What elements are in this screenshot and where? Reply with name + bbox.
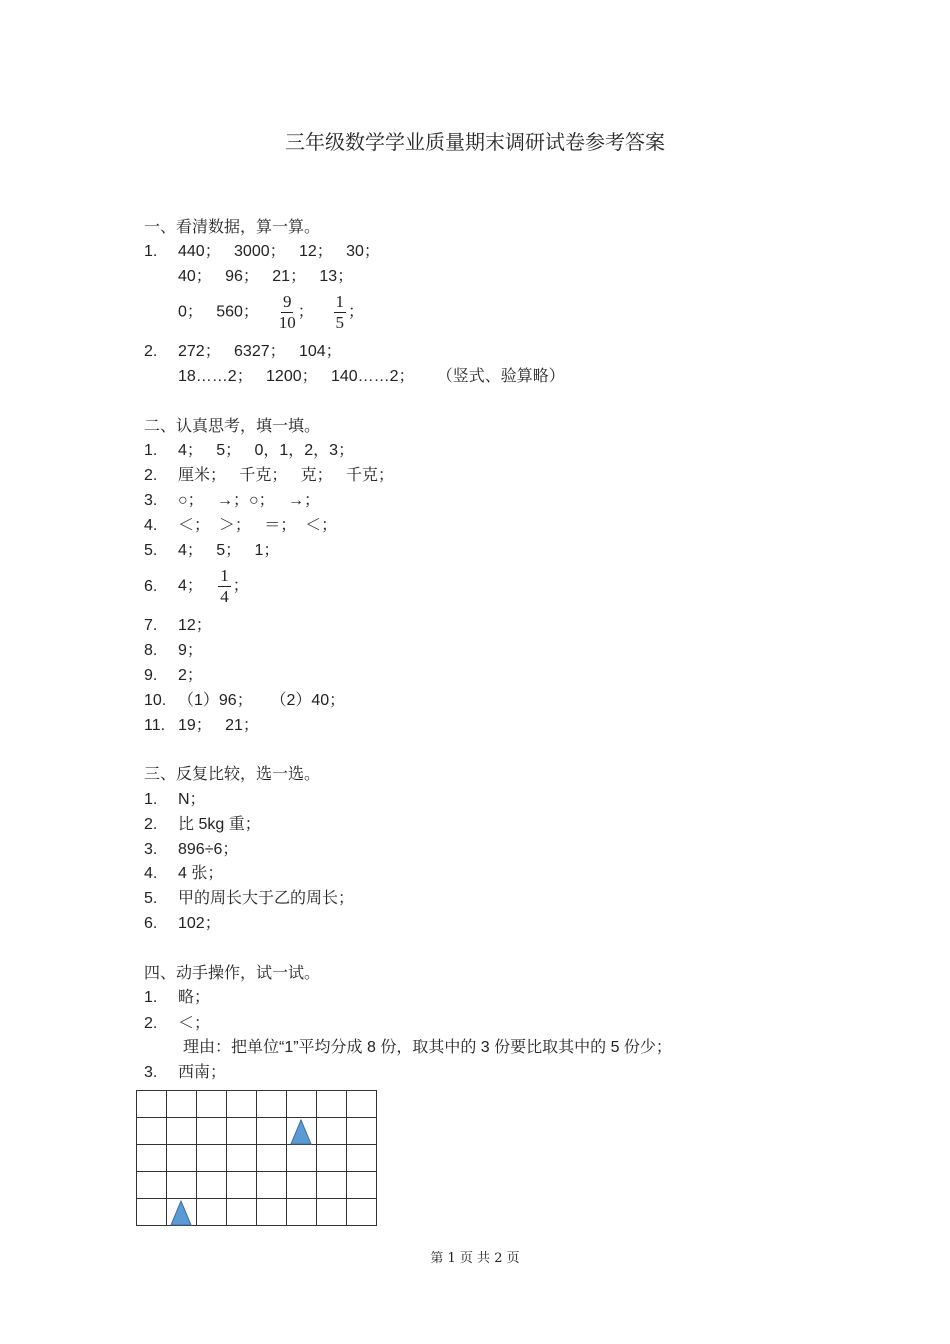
q-num: 4. bbox=[144, 865, 158, 882]
page-footer: 第 1 页 共 2 页 bbox=[430, 1251, 520, 1266]
q-num: 1. bbox=[144, 989, 158, 1006]
answer: 甲的周长大于乙的周长； bbox=[178, 890, 355, 907]
answer: 厘米； 千克； 克； 千克； bbox=[178, 467, 395, 484]
triangle-marker bbox=[171, 1201, 191, 1225]
grid-cell bbox=[257, 1118, 287, 1145]
q-num: 4. bbox=[144, 517, 158, 534]
q-num: 2. bbox=[144, 816, 158, 833]
list-item bbox=[144, 639, 203, 663]
q-num: 3. bbox=[144, 841, 158, 858]
answer: 西南； bbox=[178, 1064, 227, 1081]
grid-cell bbox=[317, 1145, 347, 1172]
grid-cell bbox=[197, 1118, 227, 1145]
q-num: 2. bbox=[144, 1015, 158, 1032]
grid-cell bbox=[347, 1118, 377, 1145]
q-num: 9. bbox=[144, 667, 158, 684]
list-item bbox=[144, 514, 337, 538]
grid-cell bbox=[317, 1199, 347, 1226]
s1-q2-line2: 18……2； 1200； 140……2； （竖式、验算略） bbox=[178, 368, 565, 385]
grid-cell bbox=[227, 1172, 257, 1199]
grid-cell bbox=[137, 1091, 167, 1118]
answer: （1）96； （2）40； bbox=[178, 692, 346, 709]
s1-q2-line1: 2. 272； 6327； 104； bbox=[144, 343, 342, 360]
grid-cell bbox=[167, 1145, 197, 1172]
fraction: $\frac{1}{5}$ bbox=[335, 292, 345, 332]
grid-cell bbox=[227, 1199, 257, 1226]
grid-cell bbox=[317, 1091, 347, 1118]
grid-cell bbox=[167, 1118, 197, 1145]
q-num: 7. bbox=[144, 617, 158, 634]
list-item bbox=[144, 614, 212, 638]
grid-cell bbox=[317, 1118, 347, 1145]
grid-cell bbox=[347, 1199, 377, 1226]
list-item bbox=[144, 838, 238, 862]
q-num: 5. bbox=[144, 542, 158, 559]
grid-cell bbox=[287, 1145, 317, 1172]
list-item bbox=[144, 912, 221, 936]
q-num: 8. bbox=[144, 642, 158, 659]
answer: 440； 3000； 12； 30； bbox=[178, 243, 380, 260]
answer: 比 5kg 重； bbox=[178, 816, 261, 833]
answer: 略； bbox=[178, 989, 211, 1006]
list-item bbox=[144, 489, 320, 513]
grid-cell bbox=[137, 1199, 167, 1226]
q-num: 2. bbox=[144, 467, 158, 484]
list-item bbox=[144, 813, 261, 837]
direction-grid bbox=[136, 1090, 378, 1227]
q-num: 1. bbox=[144, 442, 158, 459]
grid-cell bbox=[167, 1172, 197, 1199]
answer: ○； →；○； →； bbox=[178, 492, 321, 509]
section-3-heading: 三、反复比较，选一选。 bbox=[144, 764, 321, 783]
reason-text: 理由：把单位“1”平均分成 8 份，取其中的 3 份要比取其中的 5 份少； bbox=[183, 1039, 672, 1056]
section-2-heading: 二、认真思考，填一填。 bbox=[144, 416, 321, 435]
grid-cell bbox=[137, 1118, 167, 1145]
grid-cell bbox=[227, 1118, 257, 1145]
list-item bbox=[144, 664, 203, 688]
fraction: $\frac{9}{10}$ bbox=[278, 292, 296, 332]
grid-cell bbox=[227, 1091, 257, 1118]
grid-cell bbox=[197, 1091, 227, 1118]
q-num: 3. bbox=[144, 1064, 158, 1081]
grid-cell bbox=[137, 1145, 167, 1172]
list-item bbox=[144, 1012, 210, 1036]
list-item bbox=[144, 714, 259, 738]
answer: ＜； bbox=[178, 1015, 211, 1032]
list-item bbox=[144, 539, 279, 563]
grid-cell bbox=[287, 1091, 317, 1118]
q-num: 6. bbox=[144, 577, 158, 595]
answer: 0； 560； bbox=[178, 303, 259, 321]
section-4-heading: 四、动手操作，试一试。 bbox=[144, 963, 321, 982]
grid-cell bbox=[197, 1145, 227, 1172]
triangle-marker bbox=[291, 1120, 311, 1144]
fraction: $\frac{1}{4}$ bbox=[220, 566, 229, 606]
grid-cell bbox=[347, 1172, 377, 1199]
grid-cell bbox=[347, 1145, 377, 1172]
page-title: 三年级数学学业质量期末调研试卷参考答案 bbox=[285, 130, 665, 154]
grid-cell bbox=[167, 1091, 197, 1118]
answer: 4 张； bbox=[178, 865, 224, 882]
answer: 12； bbox=[178, 617, 212, 634]
list-item bbox=[144, 464, 394, 488]
answer: 4； 5； 1； bbox=[178, 542, 280, 559]
q-num: 3. bbox=[144, 492, 158, 509]
q-num: 6. bbox=[144, 915, 158, 932]
grid-cell bbox=[137, 1172, 167, 1199]
list-item: 6. 4； $\frac{1}{4}$ ； bbox=[144, 566, 249, 606]
q-num: 5. bbox=[144, 890, 158, 907]
answer: 2； bbox=[178, 667, 203, 684]
s1-q1-line2 bbox=[144, 265, 353, 289]
s1-q1-line3: 0； 560； $\frac{9}{10}$ ； $\frac{1}{5}$ ； bbox=[178, 292, 365, 332]
list-item bbox=[144, 887, 354, 911]
list-item bbox=[144, 439, 354, 463]
grid-cell bbox=[197, 1172, 227, 1199]
grid-cell bbox=[317, 1172, 347, 1199]
answer: 19； 21； bbox=[178, 717, 259, 734]
s1-q1-line1 bbox=[144, 240, 380, 264]
list-item bbox=[144, 1061, 226, 1085]
answer: ＜； ＞； ＝； ＜； bbox=[178, 517, 338, 534]
list-item bbox=[144, 862, 223, 886]
grid-cell bbox=[257, 1199, 287, 1226]
section-1-heading: 一、看清数据，算一算。 bbox=[144, 217, 321, 236]
grid-cell bbox=[257, 1091, 287, 1118]
q-num: 1. bbox=[144, 791, 158, 808]
list-item bbox=[144, 788, 206, 812]
answer: 102； bbox=[178, 915, 221, 932]
list-item bbox=[144, 986, 210, 1010]
q-num: 11. bbox=[144, 717, 166, 734]
answer: 4； bbox=[178, 577, 203, 595]
answer: N； bbox=[178, 791, 206, 808]
grid-cell bbox=[287, 1199, 317, 1226]
answer: 4； 5； 0，1，2，3； bbox=[178, 442, 355, 459]
list-item bbox=[144, 689, 345, 713]
grid-cell bbox=[257, 1172, 287, 1199]
grid-cell bbox=[347, 1091, 377, 1118]
grid-cell bbox=[287, 1172, 317, 1199]
answer: 40； 96； 21； 13； bbox=[178, 268, 354, 285]
answer: 896÷6； bbox=[178, 841, 239, 858]
answer: 9； bbox=[178, 642, 203, 659]
q-num: 1. bbox=[144, 243, 158, 260]
grid-cell bbox=[257, 1145, 287, 1172]
q-num: 10. bbox=[144, 692, 167, 709]
grid-cell bbox=[227, 1145, 257, 1172]
grid-cell bbox=[197, 1199, 227, 1226]
